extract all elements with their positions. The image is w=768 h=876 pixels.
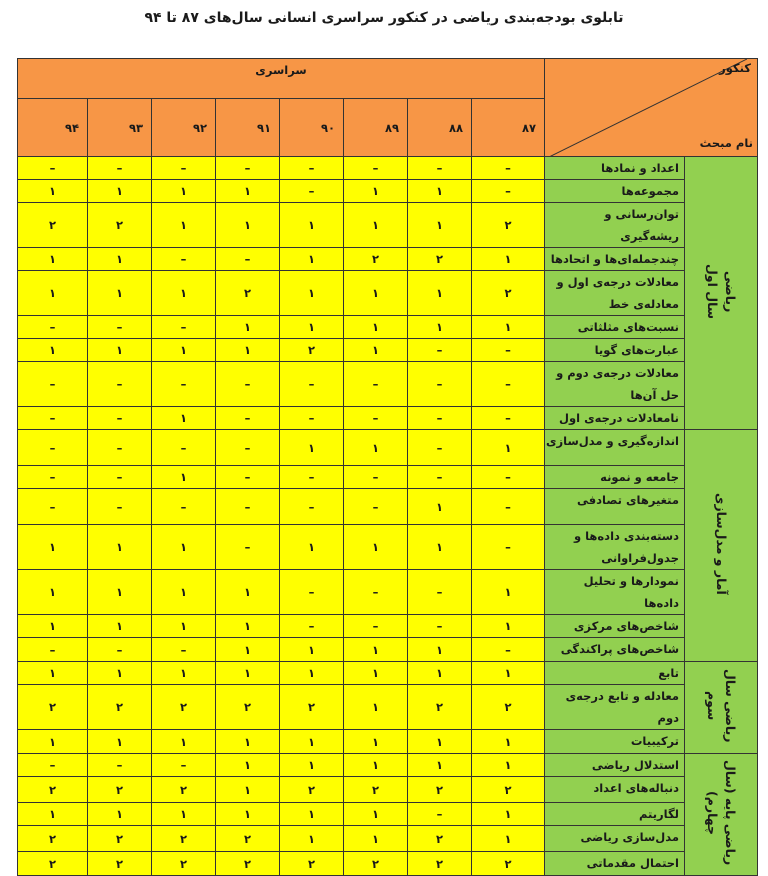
value-cell: – <box>408 466 472 489</box>
year-header: ۸۹ <box>344 99 408 157</box>
value-cell: ۱ <box>18 339 88 362</box>
value-cell: – <box>344 615 408 638</box>
value-cell: – <box>280 489 344 525</box>
value-cell: – <box>472 180 545 203</box>
value-cell: ۱ <box>344 271 408 316</box>
value-cell: ۱ <box>344 754 408 777</box>
page-title: تابلوی بودجه‌بندی ریاضی در کنکور سراسری انسانی سال‌های ۸۷ تا ۹۴ <box>144 10 624 26</box>
value-cell: ۱ <box>280 430 344 466</box>
value-cell: – <box>408 407 472 430</box>
table-row <box>18 826 758 852</box>
value-cell: – <box>280 570 344 615</box>
value-cell: ۱ <box>344 430 408 466</box>
year-header: ۹۴ <box>18 99 88 157</box>
value-cell: ۱ <box>152 662 216 685</box>
group-label: ریاضی سال سوم <box>705 669 738 743</box>
value-cell: ۱ <box>216 316 280 339</box>
group-label-cell <box>685 754 758 876</box>
group-label-cell <box>685 662 758 754</box>
value-cell: ۱ <box>344 685 408 730</box>
topic-cell: تابع <box>545 662 685 685</box>
value-cell: – <box>280 362 344 407</box>
topic-cell: متغیرهای تصادفی <box>545 489 685 525</box>
value-cell: ۲ <box>280 685 344 730</box>
value-cell: ۱ <box>472 430 545 466</box>
value-cell: ۱ <box>216 754 280 777</box>
value-cell: – <box>216 157 280 180</box>
value-cell: ۲ <box>344 777 408 803</box>
value-cell: – <box>152 248 216 271</box>
topic-cell: چندجمله‌ای‌ها و اتحادها <box>545 248 685 271</box>
value-cell: ۲ <box>280 777 344 803</box>
value-cell: – <box>88 754 152 777</box>
value-cell: ۱ <box>152 180 216 203</box>
value-cell: ۱ <box>408 638 472 662</box>
value-cell: – <box>216 407 280 430</box>
value-cell: ۱ <box>472 826 545 852</box>
value-cell: ۱ <box>216 662 280 685</box>
value-cell: ۱ <box>344 730 408 754</box>
value-cell: ۲ <box>344 852 408 876</box>
group-label: ریاضی پایه (سال چهارم) <box>705 760 738 866</box>
value-cell: ۲ <box>88 852 152 876</box>
group-label: ریاضی سال اول <box>705 263 738 320</box>
value-cell: ۲ <box>216 852 280 876</box>
topic-cell: توان‌رسانی و ریشه‌گیری <box>545 203 685 248</box>
value-cell: – <box>216 430 280 466</box>
value-cell: – <box>18 754 88 777</box>
value-cell: ۱ <box>344 339 408 362</box>
value-cell: ۱ <box>344 525 408 570</box>
value-cell: ۱ <box>472 316 545 339</box>
value-cell: – <box>216 466 280 489</box>
topic-cell: شاخص‌های پراکندگی <box>545 638 685 662</box>
value-cell: ۲ <box>18 777 88 803</box>
value-cell: – <box>18 466 88 489</box>
value-cell: ۲ <box>152 852 216 876</box>
year-header: ۹۰ <box>280 99 344 157</box>
value-cell: – <box>408 157 472 180</box>
table-row <box>18 754 758 777</box>
value-cell: – <box>472 157 545 180</box>
topic-cell: احتمال مقدماتی <box>545 852 685 876</box>
value-cell: ۱ <box>88 271 152 316</box>
year-header: ۸۸ <box>408 99 472 157</box>
table-row <box>18 248 758 271</box>
table-row <box>18 662 758 685</box>
table-row <box>18 685 758 730</box>
value-cell: – <box>18 362 88 407</box>
topic-cell: معادله و تابع درجه‌ی دوم <box>545 685 685 730</box>
value-cell: ۱ <box>152 339 216 362</box>
value-cell: – <box>152 362 216 407</box>
value-cell: ۱ <box>152 203 216 248</box>
topic-cell: نامعادلات درجه‌ی اول <box>545 407 685 430</box>
value-cell: ۱ <box>408 316 472 339</box>
value-cell: ۱ <box>344 180 408 203</box>
value-cell: ۲ <box>18 685 88 730</box>
value-cell: – <box>216 248 280 271</box>
value-cell: ۲ <box>472 203 545 248</box>
value-cell: ۲ <box>408 826 472 852</box>
value-cell: ۱ <box>344 316 408 339</box>
value-cell: ۱ <box>216 180 280 203</box>
topic-cell: مدل‌سازی ریاضی <box>545 826 685 852</box>
value-cell: ۱ <box>408 730 472 754</box>
value-cell: ۱ <box>408 754 472 777</box>
topic-cell: نسبت‌های مثلثاتی <box>545 316 685 339</box>
value-cell: ۱ <box>280 826 344 852</box>
value-cell: – <box>18 638 88 662</box>
value-cell: ۱ <box>152 803 216 826</box>
value-cell: ۲ <box>152 777 216 803</box>
value-cell: ۲ <box>18 852 88 876</box>
value-cell: ۱ <box>88 339 152 362</box>
value-cell: – <box>88 157 152 180</box>
table-row <box>18 157 758 180</box>
value-cell: ۱ <box>18 271 88 316</box>
table-row <box>18 180 758 203</box>
value-cell: – <box>152 638 216 662</box>
value-cell: ۲ <box>472 271 545 316</box>
value-cell: ۱ <box>472 615 545 638</box>
value-cell: ۲ <box>408 685 472 730</box>
value-cell: – <box>152 754 216 777</box>
value-cell: ۱ <box>152 615 216 638</box>
table-row <box>18 730 758 754</box>
value-cell: – <box>18 316 88 339</box>
value-cell: ۱ <box>472 662 545 685</box>
topic-cell: دنباله‌های اعداد <box>545 777 685 803</box>
topic-cell: نمودارها و تحلیل داده‌ها <box>545 570 685 615</box>
value-cell: ۱ <box>280 248 344 271</box>
table-row <box>18 339 758 362</box>
value-cell: – <box>152 316 216 339</box>
value-cell: – <box>408 339 472 362</box>
value-cell: ۱ <box>216 203 280 248</box>
value-cell: ۲ <box>408 852 472 876</box>
value-cell: – <box>216 362 280 407</box>
budget-table <box>17 58 758 876</box>
value-cell: ۱ <box>18 570 88 615</box>
value-cell: – <box>88 407 152 430</box>
topic-cell: معادلات درجه‌ی دوم و حل آن‌ها <box>545 362 685 407</box>
topic-cell: مجموعه‌ها <box>545 180 685 203</box>
value-cell: ۱ <box>88 730 152 754</box>
value-cell: ۲ <box>472 685 545 730</box>
value-cell: ۱ <box>344 203 408 248</box>
value-cell: ۲ <box>88 826 152 852</box>
value-cell: ۲ <box>88 777 152 803</box>
value-cell: – <box>88 466 152 489</box>
group-label-cell <box>685 157 758 430</box>
value-cell: ۱ <box>472 803 545 826</box>
value-cell: ۲ <box>216 826 280 852</box>
value-cell: ۱ <box>344 803 408 826</box>
value-cell: – <box>18 489 88 525</box>
topic-cell: معادلات درجه‌ی اول و معادله‌ی خط <box>545 271 685 316</box>
topic-cell: اندازه‌گیری و مدل‌سازی <box>545 430 685 466</box>
value-cell: – <box>88 430 152 466</box>
value-cell: ۲ <box>472 777 545 803</box>
value-cell: ۱ <box>280 754 344 777</box>
value-cell: – <box>88 638 152 662</box>
value-cell: – <box>88 316 152 339</box>
table-row <box>18 430 758 466</box>
value-cell: – <box>344 407 408 430</box>
value-cell: – <box>472 525 545 570</box>
topic-cell: اعداد و نمادها <box>545 157 685 180</box>
value-cell: ۱ <box>152 525 216 570</box>
value-cell: ۱ <box>280 203 344 248</box>
value-cell: – <box>408 430 472 466</box>
value-cell: ۱ <box>280 271 344 316</box>
value-cell: – <box>472 339 545 362</box>
value-cell: – <box>216 489 280 525</box>
value-cell: ۱ <box>472 730 545 754</box>
value-cell: – <box>18 157 88 180</box>
table-row <box>18 803 758 826</box>
year-header: ۹۱ <box>216 99 280 157</box>
table-row <box>18 316 758 339</box>
value-cell: – <box>152 430 216 466</box>
value-cell: ۱ <box>280 662 344 685</box>
value-cell: ۱ <box>18 525 88 570</box>
value-cell: ۱ <box>152 407 216 430</box>
value-cell: ۱ <box>88 662 152 685</box>
value-cell: ۱ <box>88 180 152 203</box>
value-cell: ۲ <box>152 685 216 730</box>
topic-cell: استدلال ریاضی <box>545 754 685 777</box>
value-cell: ۱ <box>344 638 408 662</box>
value-cell: ۱ <box>216 638 280 662</box>
value-cell: ۱ <box>88 615 152 638</box>
value-cell: – <box>472 638 545 662</box>
value-cell: ۱ <box>344 662 408 685</box>
value-cell: ۱ <box>216 339 280 362</box>
value-cell: ۱ <box>18 803 88 826</box>
value-cell: ۱ <box>280 525 344 570</box>
value-cell: ۲ <box>216 685 280 730</box>
value-cell: ۱ <box>216 777 280 803</box>
table-row <box>18 638 758 662</box>
value-cell: ۲ <box>18 203 88 248</box>
value-cell: – <box>18 430 88 466</box>
value-cell: ۱ <box>18 662 88 685</box>
value-cell: ۱ <box>152 271 216 316</box>
value-cell: ۲ <box>88 203 152 248</box>
header-category-cell <box>545 59 758 157</box>
topic-cell: لگاریتم <box>545 803 685 826</box>
value-cell: ۱ <box>280 730 344 754</box>
value-cell: ۱ <box>18 730 88 754</box>
topic-cell: عبارت‌های گویا <box>545 339 685 362</box>
value-cell: ۱ <box>18 615 88 638</box>
value-cell: ۱ <box>88 570 152 615</box>
value-cell: ۲ <box>216 271 280 316</box>
table-row <box>18 489 758 525</box>
value-cell: ۱ <box>408 489 472 525</box>
value-cell: – <box>88 489 152 525</box>
value-cell: – <box>408 570 472 615</box>
topic-cell: ترکیبیات <box>545 730 685 754</box>
value-cell: ۱ <box>152 730 216 754</box>
value-cell: ۲ <box>472 852 545 876</box>
value-cell: ۱ <box>88 803 152 826</box>
group-label-cell <box>685 430 758 662</box>
topic-cell: جامعه و نمونه <box>545 466 685 489</box>
value-cell: ۱ <box>216 615 280 638</box>
value-cell: ۱ <box>408 203 472 248</box>
value-cell: ۲ <box>408 777 472 803</box>
table-row <box>18 777 758 803</box>
value-cell: ۱ <box>472 570 545 615</box>
value-cell: – <box>472 407 545 430</box>
value-cell: ۱ <box>472 248 545 271</box>
table-row <box>18 203 758 248</box>
value-cell: – <box>18 407 88 430</box>
value-cell: ۱ <box>472 754 545 777</box>
value-cell: ۱ <box>18 180 88 203</box>
topic-cell: دسته‌بندی داده‌ها و جدول‌فراوانی <box>545 525 685 570</box>
table-row <box>18 271 758 316</box>
value-cell: ۱ <box>408 180 472 203</box>
value-cell: ۱ <box>152 570 216 615</box>
value-cell: ۱ <box>88 525 152 570</box>
value-cell: ۱ <box>280 803 344 826</box>
group-label: آمار و مدل‌سازی <box>714 493 729 595</box>
value-cell: ۱ <box>216 570 280 615</box>
value-cell: – <box>344 570 408 615</box>
value-cell: ۱ <box>408 271 472 316</box>
table-row <box>18 525 758 570</box>
value-cell: ۲ <box>344 248 408 271</box>
value-cell: ۱ <box>18 248 88 271</box>
value-cell: – <box>216 525 280 570</box>
header-konkur: کنکور <box>719 61 751 75</box>
table-row <box>18 466 758 489</box>
year-header: ۸۷ <box>472 99 545 157</box>
value-cell: – <box>408 803 472 826</box>
table-row <box>18 852 758 876</box>
value-cell: ۱ <box>88 248 152 271</box>
value-cell: ۱ <box>280 316 344 339</box>
value-cell: ۱ <box>408 525 472 570</box>
value-cell: – <box>472 489 545 525</box>
year-header: ۹۳ <box>88 99 152 157</box>
table-row <box>18 362 758 407</box>
year-header: ۹۲ <box>152 99 216 157</box>
value-cell: – <box>280 180 344 203</box>
value-cell: ۱ <box>344 826 408 852</box>
topic-cell: شاخص‌های مرکزی <box>545 615 685 638</box>
value-cell: – <box>152 489 216 525</box>
table-row <box>18 407 758 430</box>
value-cell: ۱ <box>216 803 280 826</box>
value-cell: ۲ <box>152 826 216 852</box>
header-topic-name: نام مبحث <box>699 136 753 150</box>
value-cell: – <box>280 615 344 638</box>
value-cell: – <box>344 489 408 525</box>
value-cell: ۲ <box>88 685 152 730</box>
value-cell: ۱ <box>216 730 280 754</box>
value-cell: ۲ <box>280 339 344 362</box>
value-cell: – <box>280 157 344 180</box>
table-row <box>18 615 758 638</box>
value-cell: – <box>152 157 216 180</box>
value-cell: – <box>408 362 472 407</box>
value-cell: ۱ <box>152 466 216 489</box>
value-cell: ۲ <box>280 852 344 876</box>
value-cell: – <box>472 362 545 407</box>
value-cell: ۲ <box>408 248 472 271</box>
value-cell: ۲ <box>18 826 88 852</box>
value-cell: – <box>472 466 545 489</box>
value-cell: ۱ <box>280 638 344 662</box>
value-cell: – <box>280 407 344 430</box>
value-cell: – <box>344 157 408 180</box>
value-cell: ۱ <box>408 662 472 685</box>
value-cell: – <box>408 615 472 638</box>
value-cell: – <box>280 466 344 489</box>
value-cell: – <box>88 362 152 407</box>
value-cell: – <box>344 466 408 489</box>
table-row <box>18 570 758 615</box>
value-cell: – <box>344 362 408 407</box>
header-sarasari: سراسری <box>18 59 545 99</box>
